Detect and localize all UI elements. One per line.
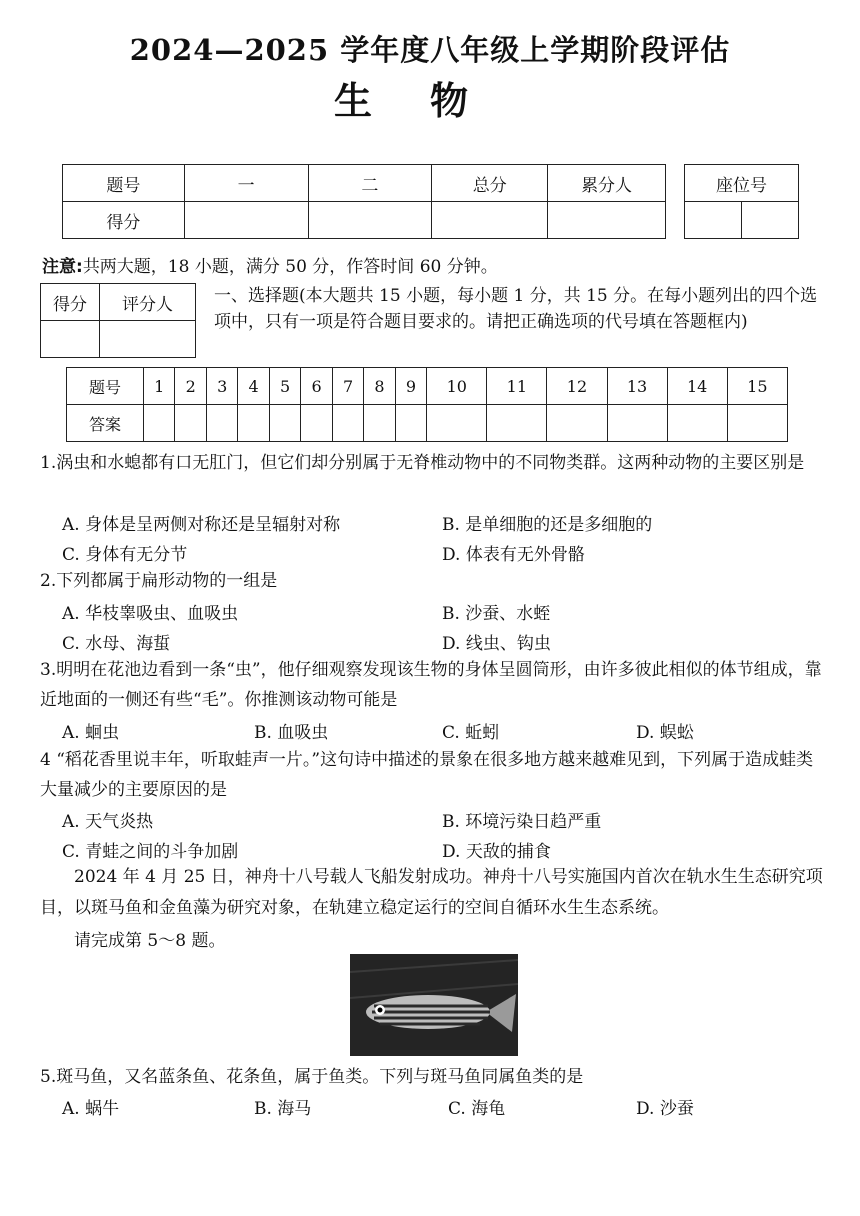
answer-entry-cell[interactable] <box>269 405 300 442</box>
score-table-cell: 得分 <box>63 202 185 239</box>
grader-label: 评分人 <box>100 284 196 321</box>
option: C. 海龟 <box>448 1099 506 1119</box>
option: A. 身体是呈两侧对称还是呈辐射对称 <box>62 515 341 535</box>
option: A. 天气炎热 <box>62 812 154 832</box>
answer-table <box>66 367 788 442</box>
score-table-cell: 累分人 <box>548 165 666 202</box>
option: D. 线虫、钩虫 <box>442 634 551 654</box>
score-table-cell: 一 <box>184 165 308 202</box>
option: B. 沙蚕、水蛭 <box>442 604 551 624</box>
score-table <box>62 164 666 239</box>
option: B. 环境污染日趋严重 <box>442 812 602 832</box>
answer-entry-cell[interactable] <box>395 405 426 442</box>
answer-number-cell: 9 <box>395 368 426 405</box>
answer-number-cell: 8 <box>364 368 395 405</box>
notice-text: 共两大题，18 小题，满分 50 分，作答时间 60 分钟。 <box>82 257 498 277</box>
grader-score-label: 得分 <box>41 284 100 321</box>
question-2 <box>40 566 830 596</box>
answer-number-cell: 13 <box>607 368 667 405</box>
exam-title: 2024—2025 学年度八年级上学期阶段评估 <box>129 33 731 67</box>
option: D. 蜈蚣 <box>636 723 694 743</box>
question-1 <box>40 448 830 478</box>
question-stem: 1.涡虫和水螅都有口无肛门，但它们却分别属于无脊椎动物中的不同物类群。这两种动物的主要区别是 <box>40 453 805 473</box>
answer-entry-cell[interactable] <box>206 405 237 442</box>
seat-entry-cell[interactable] <box>742 202 799 239</box>
seat-label: 座位号 <box>685 165 799 202</box>
seat-table <box>684 164 799 239</box>
option: A. 蛔虫 <box>62 723 120 743</box>
score-entry-cell[interactable] <box>432 202 548 239</box>
answer-entry-cell[interactable] <box>667 405 727 442</box>
answer-entry-cell[interactable] <box>727 405 787 442</box>
answer-number-cell: 11 <box>487 368 547 405</box>
passage-text: 2024 年 4 月 25 日，神舟十八号载人飞船发射成功。神舟十八号实施国内首次在轨水生生态研究项目，以斑马鱼和金鱼藻为研究对象，在轨建立稳定运行的空间自循环水生生态系统。 <box>40 867 823 918</box>
answer-number-cell: 2 <box>175 368 206 405</box>
section1-instructions: 一、选择题(本大题共 15 小题，每小题 1 分，共 15 分。在每小题列出的四个选项中，只有一项是符合题目要求的。请把正确选项的代号填在答题框内) <box>214 286 818 332</box>
question-3 <box>40 655 830 715</box>
answer-number-cell: 12 <box>547 368 607 405</box>
grader-entry-cell[interactable] <box>100 321 196 358</box>
answer-header-label: 题号 <box>67 368 144 405</box>
zebrafish-photo <box>350 954 518 1056</box>
option: C. 身体有无分节 <box>62 545 188 565</box>
question-stem: 5.斑马鱼，又名蓝条鱼、花条鱼，属于鱼类。下列与斑马鱼同属鱼类的是 <box>40 1067 584 1087</box>
answer-entry-cell[interactable] <box>487 405 547 442</box>
notice <box>42 252 498 277</box>
answer-number-cell: 3 <box>206 368 237 405</box>
answer-entry-cell[interactable] <box>175 405 206 442</box>
option: D. 沙蚕 <box>636 1099 694 1119</box>
answer-entry-cell[interactable] <box>364 405 395 442</box>
answer-number-cell: 4 <box>238 368 269 405</box>
option: C. 青蛙之间的斗争加剧 <box>62 842 239 862</box>
answer-number-cell: 6 <box>301 368 332 405</box>
answer-number-cell: 7 <box>332 368 363 405</box>
question-stem: 2.下列都属于扁形动物的一组是 <box>40 571 278 591</box>
answer-entry-cell[interactable] <box>238 405 269 442</box>
question-stem: 4 “稻花香里说丰年，听取蛙声一片。”这句诗中描述的景象在很多地方越来越难见到，下列属于造成蛙类大量减少的主要原因的是 <box>40 750 814 800</box>
answer-number-cell: 5 <box>269 368 300 405</box>
answer-number-cell: 10 <box>427 368 487 405</box>
score-entry-cell[interactable] <box>548 202 666 239</box>
answer-entry-cell[interactable] <box>547 405 607 442</box>
option: D. 体表有无外骨骼 <box>442 545 585 565</box>
answer-number-cell: 1 <box>144 368 175 405</box>
question-4 <box>40 745 830 805</box>
option: A. 华枝睾吸虫、血吸虫 <box>62 604 239 624</box>
score-table-cell: 题号 <box>63 165 185 202</box>
grader-entry-cell[interactable] <box>41 321 100 358</box>
option: A. 蜗牛 <box>62 1099 120 1119</box>
score-table-cell: 总分 <box>432 165 548 202</box>
answer-row-label: 答案 <box>67 405 144 442</box>
option: C. 水母、海蜇 <box>62 634 171 654</box>
option: C. 蚯蚓 <box>442 723 500 743</box>
question-stem: 3.明明在花池边看到一条“虫”，他仔细观察发现该生物的身体呈圆筒形，由许多彼此相似的体节组成，靠近地面的一侧还有些“毛”。你推测该动物可能是 <box>40 660 822 710</box>
option: B. 海马 <box>254 1099 312 1119</box>
option: D. 天敌的捕食 <box>442 842 551 862</box>
grader-table <box>40 283 196 358</box>
option: B. 血吸虫 <box>254 723 329 743</box>
seat-entry-cell[interactable] <box>685 202 742 239</box>
option: B. 是单细胞的还是多细胞的 <box>442 515 653 535</box>
subject-title: 生物 <box>333 78 526 123</box>
score-table-cell: 二 <box>308 165 432 202</box>
answer-entry-cell[interactable] <box>607 405 667 442</box>
answer-entry-cell[interactable] <box>144 405 175 442</box>
answer-number-cell: 14 <box>667 368 727 405</box>
score-entry-cell[interactable] <box>184 202 308 239</box>
zebrafish-icon <box>350 954 518 1056</box>
notice-label: 注意: <box>42 257 83 277</box>
answer-entry-cell[interactable] <box>301 405 332 442</box>
score-entry-cell[interactable] <box>308 202 432 239</box>
answer-entry-cell[interactable] <box>332 405 363 442</box>
question-5 <box>40 1062 830 1092</box>
answer-entry-cell[interactable] <box>427 405 487 442</box>
passage-prompt: 请完成第 5～8 题。 <box>74 931 226 951</box>
answer-number-cell: 15 <box>727 368 787 405</box>
